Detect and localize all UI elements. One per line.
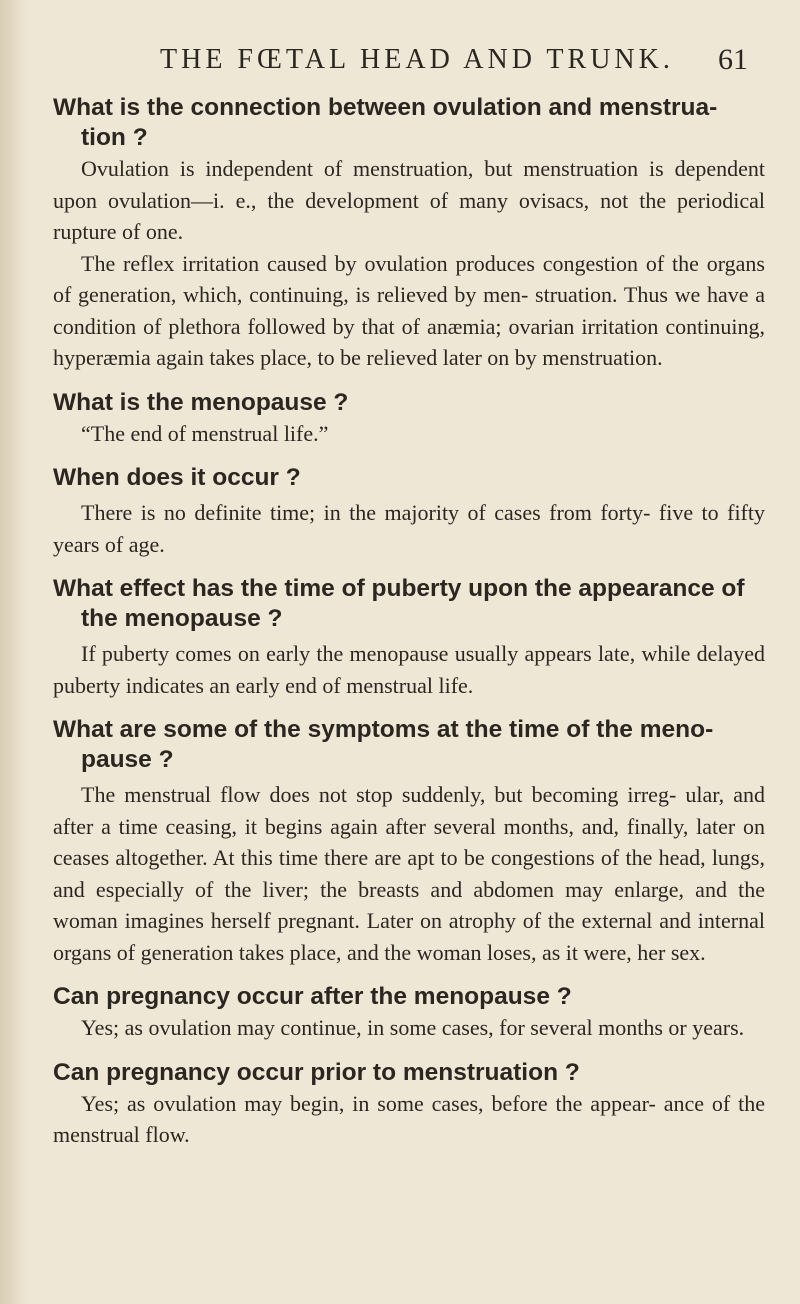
question-heading: Can pregnancy occur after the menopause ? <box>53 983 572 1010</box>
answer-paragraph: “The end of menstrual life.” <box>81 420 329 446</box>
running-title: THE FŒTAL HEAD AND TRUNK. <box>160 44 674 75</box>
answer-paragraph: The reflex irritation caused by ovulation produces congestion of the organs of generation, which, continuing, is relieved by men- struation. Thus we have a condition of plethora followed by that of anæmia; ovarian irritation continuing, hyperæmia again takes place, to be relieved later on by menstruation. <box>53 250 765 370</box>
page-content <box>53 93 765 1151</box>
question-heading: Can pregnancy occur prior to menstruation ? <box>53 1058 580 1086</box>
question-heading: When does it occur ? <box>53 464 301 491</box>
answer-paragraph: If puberty comes on early the menopause usually appears late, while delayed puberty indicates an early end of menstrual life. <box>53 641 765 698</box>
answer-paragraph: There is no definite time; in the majority of cases from forty- five to fifty years of age. <box>53 500 765 557</box>
question-heading: What is the menopause ? <box>53 388 349 416</box>
answer-paragraph: Ovulation is independent of menstruation, but menstruation is dependent upon ovulation—i. e., the development of many ovisacs, not the periodical rupture of one. <box>53 156 765 244</box>
question-heading: What effect has the time of puberty upon the appearance of the menopause ? <box>53 575 745 632</box>
question-heading: What are some of the symptoms at the time of the meno- pause ? <box>53 716 714 773</box>
page-binding-shadow <box>0 0 30 1304</box>
question-heading: What is the connection between ovulation and menstrua- tion ? <box>53 94 718 151</box>
page-number: 61 <box>718 43 748 76</box>
page-header <box>0 38 800 82</box>
answer-paragraph: The menstrual flow does not stop suddenly, but becoming irreg- ular, and after a time ceasing, it begins again after several months, and, finally, later on ceases altogether. At this time there are apt to be congestions of the head, lungs, and especially of the liver; the breasts and abdomen may enlarge, and the woman imagines herself pregnant. Later on atrophy of the external and internal organs of generation takes place, and the woman loses, as it were, her sex. <box>53 782 765 965</box>
answer-paragraph: Yes; as ovulation may begin, in some cases, before the appear- ance of the menstrual flow. <box>53 1090 765 1147</box>
answer-paragraph: Yes; as ovulation may continue, in some cases, for several months or years. <box>81 1015 745 1040</box>
